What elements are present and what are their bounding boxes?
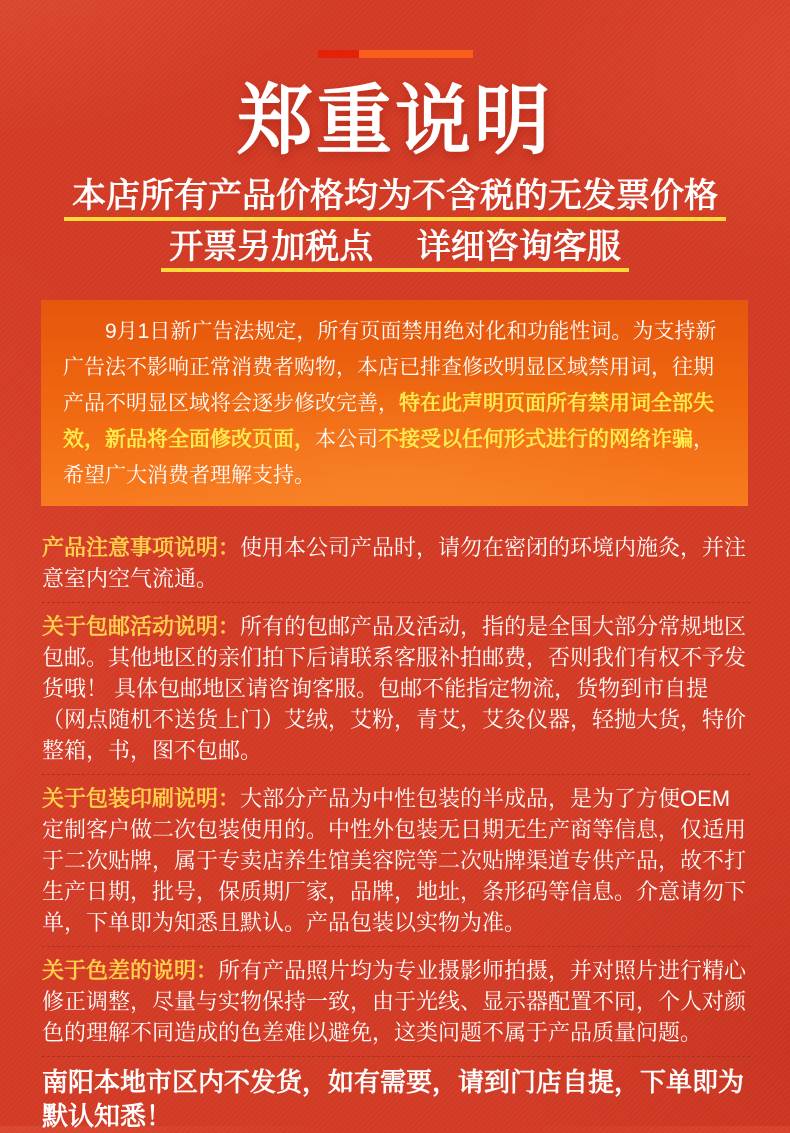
subtitle-line-2 [0, 227, 790, 272]
accent-bars [0, 50, 790, 58]
section-color-difference [42, 955, 750, 1048]
section-product-caution [42, 532, 750, 594]
notice-paragraph [63, 314, 726, 494]
section-free-shipping [42, 611, 750, 766]
subtitle-underlined-text-2: 开票另加税点 详细咨询客服 [161, 227, 628, 272]
dashed-divider [42, 602, 750, 603]
section-body: 所有产品照片均为专业摄影师拍摄，并对照片进行精心修正调整，尽量与实物保持一致，由于光线、显示器配置不同，个人对颜色的理解不同造成的色差难以避免，这类问题不属于产品质量问题。 [42, 958, 747, 1045]
dashed-divider [42, 774, 750, 775]
notice-segment: 本公司 [315, 428, 378, 451]
local-pickup-notice: 南阳本地市区内不发货，如有需要，请到门店自提，下单即为默认知悉！ [42, 1067, 745, 1131]
section-body: 所有的包邮产品及活动，指的是全国大部分常规地区包邮。其他地区的亲们拍下后请联系客服补拍邮费，否则我们有权不予发货哦！ 具体包邮地区请咨询客服。包邮不能指定物流，货物到市自提（网点随机不送货上门）艾绒，艾粉，青艾，艾灸仪器，轻抛大货，特价整箱，书，图不包邮。 [42, 614, 747, 763]
accent-bar-red [318, 50, 359, 58]
subtitle-underlined-text-1: 本店所有产品价格均为不含税的无发票价格 [64, 176, 726, 221]
advertising-law-notice-box [41, 300, 748, 506]
accent-bar-orange [359, 50, 473, 58]
page-title: 郑重说明 [237, 79, 553, 164]
dashed-divider [42, 946, 750, 947]
section-body: 使用本公司产品时，请勿在密闭的环境内施灸，并注意室内空气流通。 [42, 535, 747, 591]
notice-segment-highlight: 特在此声明页面所有禁用词全部失效，新品将全面修改页面， [63, 392, 714, 451]
notice-segment-highlight: 不接受以任何形式进行的网络诈骗 [378, 428, 693, 451]
section-heading: 产品注意事项说明： [42, 535, 241, 560]
notice-segment: 9月1日新广告法规定，所有页面禁用绝对化和功能性词。为支持新广告法不影响正常消费者购物，本店已排查修改明显区域禁用词，往期产品不明显区域将会逐步修改完善， [63, 320, 717, 415]
section-heading: 关于包邮活动说明： [42, 614, 241, 639]
notes-sections [42, 532, 750, 1133]
section-heading: 关于包装印刷说明： [42, 786, 241, 811]
section-heading: 关于色差的说明： [42, 958, 219, 983]
notice-segment: ，希望广大消费者理解支持。 [63, 428, 714, 487]
dashed-divider [42, 1056, 750, 1057]
section-packaging-print [42, 783, 750, 938]
section-body: 大部分产品为中性包装的半成品，是为了方便OEM定制客户做二次包装使用的。中性外包装无日期无生产商等信息，仅适用于二次贴牌，属于专卖店养生馆美容院等二次贴牌渠道专供产品，故不打生产日期，批号，保质期厂家，品牌，地址，条形码等信息。介意请勿下单，下单即为知悉且默认。产品包装以实物为准。 [42, 786, 747, 935]
subtitle-line-1 [0, 176, 790, 221]
